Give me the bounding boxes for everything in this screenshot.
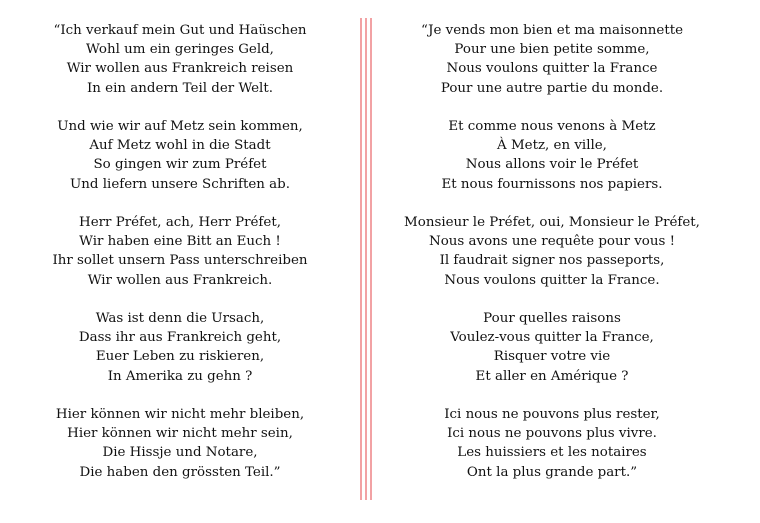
poem-line: Ont la plus grande part.” — [466, 464, 638, 480]
poem-line: “Ich verkauf mein Gut und Haüschen — [53, 23, 307, 38]
poem-line: Wir haben eine Bitt an Euch ! — [79, 234, 281, 250]
poem-line: Pour une autre partie du monde. — [440, 80, 664, 96]
poem-line: Und liefern unsere Schriften ab. — [70, 176, 290, 192]
poem-line: So gingen wir zum Préfet — [93, 157, 267, 173]
poem-line: Wohl um ein geringes Geld, — [86, 42, 274, 58]
poem-line: Hier können wir nicht mehr bleiben, — [55, 407, 305, 422]
french-stanza-4 — [392, 309, 712, 386]
poem-line: Euer Leben zu riskieren, — [95, 349, 265, 365]
french-stanza-1 — [392, 21, 712, 98]
poem-line: Was ist denn die Ursach, — [95, 311, 265, 326]
poem-line: Wir wollen aus Frankreich reisen — [66, 61, 294, 77]
german-poem-column — [20, 21, 340, 501]
german-stanza-3 — [20, 213, 340, 290]
poem-line: Voulez-vous quitter la France, — [450, 330, 654, 346]
poem-line: Die haben den grössten Teil.” — [79, 464, 281, 480]
poem-line: Nous avons une requête pour vous ! — [428, 234, 675, 250]
german-stanza-4 — [20, 309, 340, 386]
poem-line: Und wie wir auf Metz sein kommen, — [57, 119, 303, 134]
poem-line: Ihr sollet unsern Pass unterschreiben — [52, 253, 308, 269]
poem-line: In Amerika zu gehn ? — [107, 368, 253, 384]
german-stanza-2 — [20, 117, 340, 194]
poem-line: Et nous fournissons nos papiers. — [441, 176, 663, 192]
poem-line: Risquer votre vie — [493, 349, 611, 365]
poem-line: In ein andern Teil der Welt. — [87, 80, 273, 96]
poem-line: Monsieur le Préfet, oui, Monsieur le Préfet, — [404, 215, 700, 230]
poem-line: Ici nous ne pouvons plus rester, — [444, 407, 660, 422]
poem-line: “Je vends mon bien et ma maisonnette — [420, 23, 684, 38]
column-divider-line — [365, 18, 367, 500]
poem-line: À Metz, en ville, — [497, 138, 607, 154]
french-poem-column — [392, 21, 712, 501]
poem-line: Nous allons voir le Préfet — [465, 157, 639, 173]
column-divider-line — [370, 18, 372, 500]
french-stanza-3 — [392, 213, 712, 290]
french-stanza-5 — [392, 405, 712, 482]
poem-line: Il faudrait signer nos passeports, — [439, 253, 665, 269]
poem-line: Dass ihr aus Frankreich geht, — [78, 330, 282, 346]
poem-line: Les huissiers et les notaires — [457, 445, 647, 461]
poem-line: Hier können wir nicht mehr sein, — [67, 426, 293, 442]
french-stanza-2 — [392, 117, 712, 194]
poem-line: Herr Préfet, ach, Herr Préfet, — [79, 215, 281, 230]
poem-line: Ici nous ne pouvons plus vivre. — [447, 426, 657, 442]
poem-line: Wir wollen aus Frankreich. — [87, 272, 273, 288]
poem-line: Pour une bien petite somme, — [454, 42, 650, 58]
german-stanza-5 — [20, 405, 340, 482]
poem-line: Nous voulons quitter la France — [446, 61, 658, 77]
poem-line: Et aller en Amérique ? — [475, 368, 629, 384]
column-divider-line — [360, 18, 362, 500]
german-stanza-1 — [20, 21, 340, 98]
poem-line: Et comme nous venons à Metz — [448, 119, 656, 134]
poem-line: Die Hissje und Notare, — [102, 445, 258, 461]
poem-line: Nous voulons quitter la France. — [444, 272, 660, 288]
poem-line: Auf Metz wohl in die Stadt — [89, 138, 271, 154]
poem-line: Pour quelles raisons — [483, 311, 621, 326]
